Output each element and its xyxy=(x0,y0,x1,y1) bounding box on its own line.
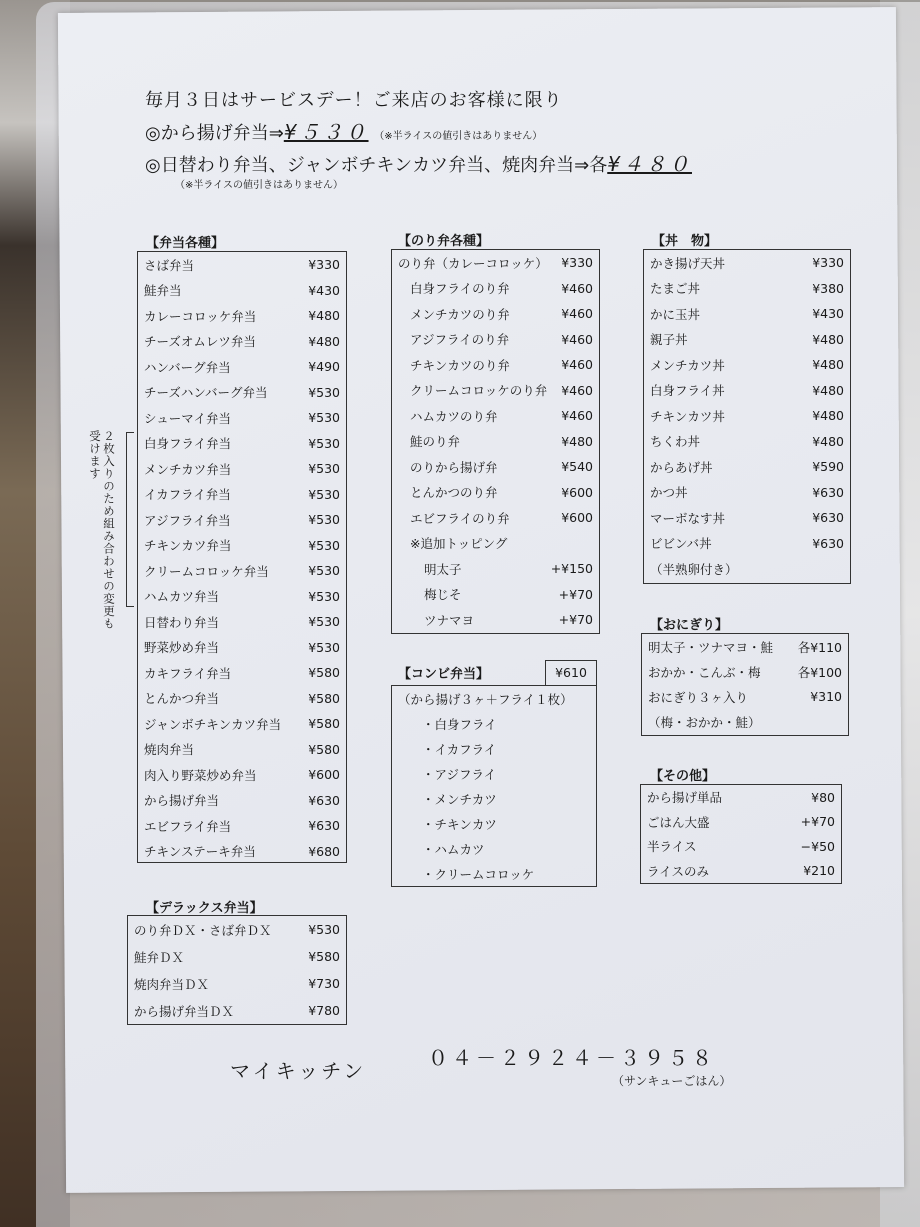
menu-item-price: ¥630 xyxy=(308,792,340,808)
menu-item-price: ¥430 xyxy=(812,306,844,322)
menu-item-name: クリームコロッケのり弁 xyxy=(410,383,548,399)
menu-item-price: ¥480 xyxy=(561,433,593,449)
menu-item-row xyxy=(138,431,346,457)
menu-item-name: ビビンバ丼 xyxy=(650,536,712,552)
menu-item-price: ¥530 xyxy=(308,486,340,502)
menu-item-price: ¥460 xyxy=(561,382,593,398)
other-section-title: 【その他】 xyxy=(650,769,716,784)
menu-item-name: のりから揚げ弁 xyxy=(410,459,498,475)
menu-item-name: から揚げ弁当 xyxy=(144,793,220,809)
menu-item-row xyxy=(138,329,346,355)
menu-item-row xyxy=(644,403,850,429)
combi-option xyxy=(392,861,596,886)
menu-item-price: ¥630 xyxy=(812,484,844,500)
combi-option xyxy=(392,811,596,836)
menu-item-row xyxy=(138,813,346,839)
menu-item-price: ¥530 xyxy=(308,639,340,655)
menu-item-name: ツナマヨ xyxy=(424,612,475,628)
menu-item-name: メンチカツのり弁 xyxy=(410,306,510,322)
menu-item-price: ¥460 xyxy=(561,306,593,322)
menu-item-row xyxy=(392,480,599,506)
menu-item-row xyxy=(641,859,841,884)
other-offer-line xyxy=(145,148,845,174)
menu-item-row xyxy=(644,480,850,506)
menu-item-price: −¥50 xyxy=(800,838,835,854)
menu-item-name: ジャンボチキンカツ弁当 xyxy=(144,716,282,732)
combi-menu-list xyxy=(391,685,597,887)
menu-item-price: ¥530 xyxy=(308,410,340,426)
menu-item-row xyxy=(138,609,346,635)
karaage-offer-price: ¥５３０ xyxy=(283,120,369,144)
menu-item-row xyxy=(392,378,599,404)
menu-item-row xyxy=(128,970,346,997)
combination-side-note: ２枚入りのため組み合わせの変更も受けます xyxy=(88,430,116,630)
menu-item-price: ¥580 xyxy=(308,690,340,706)
menu-item-price: ¥460 xyxy=(561,357,593,373)
menu-item-price: ¥600 xyxy=(308,767,340,783)
bento-section-title: 【弁当各種】 xyxy=(146,236,225,251)
menu-item-price: ¥530 xyxy=(308,512,340,528)
menu-item-name: から揚げ単品 xyxy=(647,790,723,806)
menu-item-price: ¥530 xyxy=(308,563,340,579)
menu-item-price: ¥630 xyxy=(308,818,340,834)
menu-item-price: ¥480 xyxy=(812,382,844,398)
karaage-offer-label: ◎から揚げ弁当⇒ xyxy=(145,123,284,144)
deluxe-menu-list xyxy=(127,915,347,1025)
menu-item-name: とんかつ弁当 xyxy=(144,691,220,707)
menu-item-price: ¥430 xyxy=(308,282,340,298)
menu-item-name: カキフライ弁当 xyxy=(144,665,232,681)
combi-option-text: ・白身フライ xyxy=(422,716,497,732)
menu-item-price: ¥530 xyxy=(308,537,340,553)
menu-item-price: ¥540 xyxy=(561,459,593,475)
menu-item-name: メンチカツ弁当 xyxy=(144,461,232,477)
combi-option-text: ・チキンカツ xyxy=(422,816,497,832)
menu-item-name: マーボなす丼 xyxy=(650,510,726,526)
menu-item-row xyxy=(138,711,346,737)
menu-item-row xyxy=(128,916,346,943)
menu-item-name: ライスのみ xyxy=(647,863,710,879)
menu-item-row xyxy=(392,505,599,531)
menu-item-row xyxy=(644,505,850,531)
menu-item-name: から揚げ弁当ＤＸ xyxy=(134,1003,235,1019)
menu-item-price: ¥330 xyxy=(812,255,844,271)
menu-item-price: +¥70 xyxy=(800,814,835,830)
menu-item-row xyxy=(138,660,346,686)
menu-item-row xyxy=(644,301,850,327)
menu-item-row xyxy=(138,635,346,661)
menu-item-price: 各¥110 xyxy=(797,639,842,655)
menu-item-row xyxy=(644,454,850,480)
menu-item-row xyxy=(392,327,599,353)
menu-item-row xyxy=(641,834,841,859)
menu-item-row xyxy=(392,403,599,429)
menu-item-price: ¥680 xyxy=(308,843,340,859)
combi-option xyxy=(392,736,596,761)
menu-item-price: ¥730 xyxy=(308,976,340,991)
menu-item-name: おかか・こんぶ・梅 xyxy=(648,664,761,680)
menu-item-name: エビフライ弁当 xyxy=(144,818,232,834)
menu-item-row xyxy=(392,454,599,480)
menu-item-price: ¥530 xyxy=(308,384,340,400)
menu-item-price: ¥330 xyxy=(308,257,340,273)
menu-item-name: ※追加トッピング xyxy=(410,536,508,552)
menu-item-row xyxy=(138,278,346,304)
service-day-header xyxy=(145,86,845,191)
menu-item-row xyxy=(644,327,850,353)
menu-item-name: 肉入り野菜炒め弁当 xyxy=(144,767,257,783)
menu-item-price: ¥460 xyxy=(561,408,593,424)
menu-item-name: チキンカツのり弁 xyxy=(410,357,510,373)
don-menu-list xyxy=(643,249,851,584)
menu-item-price: ¥630 xyxy=(812,510,844,526)
menu-item-row xyxy=(392,250,599,276)
menu-item-row xyxy=(642,709,848,734)
nori-menu-list xyxy=(391,249,600,634)
menu-item-price: ¥580 xyxy=(308,949,340,964)
menu-item-price: ¥480 xyxy=(308,333,340,349)
combi-option xyxy=(392,786,596,811)
menu-item-name: 鮭弁当 xyxy=(144,283,182,299)
menu-item-row xyxy=(138,686,346,712)
menu-item-name: ハムカツのり弁 xyxy=(410,408,498,424)
menu-item-row xyxy=(644,250,850,276)
menu-item-name: アジフライのり弁 xyxy=(410,332,510,348)
combination-bracket xyxy=(126,432,134,607)
menu-item-row xyxy=(392,276,599,302)
menu-item-row xyxy=(644,429,850,455)
menu-item-name: 明太子・ツナマヨ・鮭 xyxy=(648,639,774,655)
menu-item-price: ¥780 xyxy=(308,1003,340,1018)
combi-option-text: （から揚げ３ヶ＋フライ１枚） xyxy=(398,691,573,707)
onigiri-section-title: 【おにぎり】 xyxy=(650,618,729,633)
combi-option xyxy=(392,836,596,861)
menu-item-name: からあげ丼 xyxy=(650,459,713,475)
menu-item-name: たまご丼 xyxy=(650,281,701,297)
menu-item-name: かつ丼 xyxy=(650,485,688,501)
menu-item-price: ¥530 xyxy=(308,435,340,451)
menu-item-row xyxy=(392,429,599,455)
menu-item-name: 鮭のり弁 xyxy=(410,434,461,450)
menu-item-row xyxy=(138,737,346,763)
menu-item-price: ¥580 xyxy=(308,665,340,681)
menu-item-name: 白身フライ丼 xyxy=(650,383,725,399)
menu-item-name: チーズハンバーグ弁当 xyxy=(144,385,268,401)
menu-item-name: チキンカツ丼 xyxy=(650,408,725,424)
menu-item-price: ¥460 xyxy=(561,280,593,296)
menu-item-name: さば弁当 xyxy=(144,257,195,273)
menu-item-row xyxy=(138,533,346,559)
menu-item-row xyxy=(138,303,346,329)
menu-item-name: 梅じそ xyxy=(424,587,462,603)
combi-option xyxy=(392,761,596,786)
menu-item-row xyxy=(642,634,848,659)
other-offer-label: ◎日替わり弁当、ジャンボチキンカツ弁当、焼肉弁当⇒各 xyxy=(145,155,608,176)
menu-item-row xyxy=(138,788,346,814)
menu-item-row xyxy=(644,531,850,557)
menu-item-name: かき揚げ天丼 xyxy=(650,255,726,271)
menu-item-price: ¥530 xyxy=(308,614,340,630)
menu-item-name: のり弁（カレーコロッケ） xyxy=(398,255,548,271)
shop-name: マイキッチン xyxy=(230,1059,367,1083)
menu-item-price: ¥530 xyxy=(308,922,340,937)
other-offer-note: （※半ライスの値引きはありません） xyxy=(175,180,343,191)
menu-item-row xyxy=(392,301,599,327)
menu-item-name: 焼肉弁当ＤＸ xyxy=(134,976,210,992)
nori-section-title: 【のり弁各種】 xyxy=(398,234,490,249)
phone-reading: （サンキューごはん） xyxy=(612,1074,732,1088)
menu-item-price: ¥590 xyxy=(812,459,844,475)
menu-item-name: ハムカツ弁当 xyxy=(144,589,220,605)
combi-option-text: ・イカフライ xyxy=(422,741,497,757)
menu-item-row xyxy=(392,607,599,633)
menu-item-name: シューマイ弁当 xyxy=(144,410,232,426)
menu-item-name: チーズオムレツ弁当 xyxy=(144,334,256,350)
menu-item-name: 親子丼 xyxy=(650,332,688,348)
menu-item-row xyxy=(138,354,346,380)
menu-item-name: 野菜炒め弁当 xyxy=(144,640,220,656)
menu-item-row xyxy=(644,556,850,582)
menu-item-price: ¥600 xyxy=(561,510,593,526)
menu-item-row xyxy=(138,456,346,482)
menu-item-price: ¥310 xyxy=(810,689,842,704)
menu-item-name: とんかつのり弁 xyxy=(410,485,498,501)
menu-item-row xyxy=(138,558,346,584)
other-offer-price: ¥４８０ xyxy=(607,152,692,176)
menu-item-name: チキンカツ弁当 xyxy=(144,538,232,554)
service-day-line: 毎月３日はサービスデー！ご来店のお客様に限り xyxy=(145,90,563,111)
don-section-title: 【丼 物】 xyxy=(652,234,718,249)
menu-item-name: （梅・おかか・鮭） xyxy=(648,714,761,730)
menu-item-row xyxy=(138,380,346,406)
karaage-offer-line xyxy=(145,116,845,142)
menu-item-name: かに玉丼 xyxy=(650,306,701,322)
menu-item-price: ¥80 xyxy=(811,789,835,805)
menu-item-row xyxy=(392,582,599,608)
menu-item-price: ¥580 xyxy=(308,741,340,757)
menu-item-name: 白身フライ弁当 xyxy=(144,436,232,452)
menu-item-name: 明太子 xyxy=(424,561,462,577)
menu-item-row xyxy=(128,997,346,1024)
menu-item-price: ¥600 xyxy=(561,484,593,500)
menu-item-name: 白身フライのり弁 xyxy=(410,281,510,297)
menu-item-price: ¥480 xyxy=(308,308,340,324)
menu-item-row xyxy=(644,276,850,302)
menu-item-price: ¥580 xyxy=(308,716,340,732)
menu-item-name: ちくわ丼 xyxy=(650,434,701,450)
menu-item-name: メンチカツ丼 xyxy=(650,357,725,373)
menu-item-row xyxy=(138,762,346,788)
menu-item-price: ¥480 xyxy=(812,331,844,347)
combi-section-title: 【コンビ弁当】 xyxy=(398,667,490,682)
menu-item-price: ¥480 xyxy=(812,433,844,449)
menu-item-row xyxy=(138,252,346,278)
combi-option-text: ・アジフライ xyxy=(422,766,497,782)
menu-item-price: ¥530 xyxy=(308,461,340,477)
menu-item-name: カレーコロッケ弁当 xyxy=(144,308,257,324)
menu-item-price: +¥70 xyxy=(558,612,593,628)
menu-item-row xyxy=(138,839,346,865)
menu-item-row xyxy=(138,584,346,610)
menu-item-price: ¥490 xyxy=(308,359,340,375)
menu-item-name: 半ライス xyxy=(647,839,697,855)
combi-option-text: ・メンチカツ xyxy=(422,791,497,807)
menu-item-row xyxy=(392,531,599,557)
onigiri-menu-list xyxy=(641,633,849,736)
menu-item-name: 鮭弁ＤＸ xyxy=(134,949,185,965)
shop-phone: ０４－２９２４－３９５８ xyxy=(428,1046,716,1070)
menu-item-name: ごはん大盛 xyxy=(647,814,710,830)
menu-item-price: ¥460 xyxy=(561,331,593,347)
menu-item-price: ¥210 xyxy=(803,863,835,879)
combi-option-text: ・ハムカツ xyxy=(422,841,485,857)
combi-option-text: ・クリームコロッケ xyxy=(422,866,535,882)
menu-item-row xyxy=(644,352,850,378)
combi-description xyxy=(392,686,596,711)
menu-item-row xyxy=(128,943,346,970)
menu-item-row xyxy=(641,810,841,835)
menu-item-name: チキンステーキ弁当 xyxy=(144,844,256,860)
karaage-offer-note: （※半ライスの値引きはありません） xyxy=(374,131,543,142)
menu-item-row xyxy=(641,785,841,810)
menu-item-price: ¥480 xyxy=(812,408,844,424)
menu-item-name: のり弁ＤＸ・さば弁ＤＸ xyxy=(134,922,272,938)
menu-item-row xyxy=(138,405,346,431)
combi-option xyxy=(392,711,596,736)
menu-item-price: ¥530 xyxy=(308,588,340,604)
menu-item-name: 日替わり弁当 xyxy=(144,614,220,630)
menu-item-price: ¥330 xyxy=(561,255,593,271)
menu-item-name: アジフライ弁当 xyxy=(144,512,231,528)
menu-item-name: クリームコロッケ弁当 xyxy=(144,563,269,579)
menu-item-row xyxy=(392,556,599,582)
menu-item-row xyxy=(644,378,850,404)
menu-item-price: ¥480 xyxy=(812,357,844,373)
deluxe-section-title: 【デラックス弁当】 xyxy=(146,901,263,916)
menu-item-price: +¥70 xyxy=(558,586,593,602)
menu-item-name: （半熟卵付き） xyxy=(650,561,738,577)
menu-item-row xyxy=(642,684,848,709)
menu-item-name: おにぎり３ヶ入り xyxy=(648,689,749,705)
menu-item-price: +¥150 xyxy=(550,561,593,577)
menu-item-price: ¥380 xyxy=(812,280,844,296)
menu-item-row xyxy=(138,482,346,508)
menu-item-row xyxy=(392,352,599,378)
bento-menu-list xyxy=(137,251,347,863)
menu-item-price: ¥630 xyxy=(812,535,844,551)
combi-price: ¥610 xyxy=(545,660,597,686)
menu-item-name: イカフライ弁当 xyxy=(144,487,231,503)
menu-item-row xyxy=(642,659,848,684)
menu-item-name: ハンバーグ弁当 xyxy=(144,359,231,375)
menu-item-name: エビフライのり弁 xyxy=(410,510,510,526)
menu-item-row xyxy=(138,507,346,533)
other-menu-list xyxy=(640,784,842,884)
menu-item-name: 焼肉弁当 xyxy=(144,742,195,758)
menu-item-price: 各¥100 xyxy=(797,664,842,680)
